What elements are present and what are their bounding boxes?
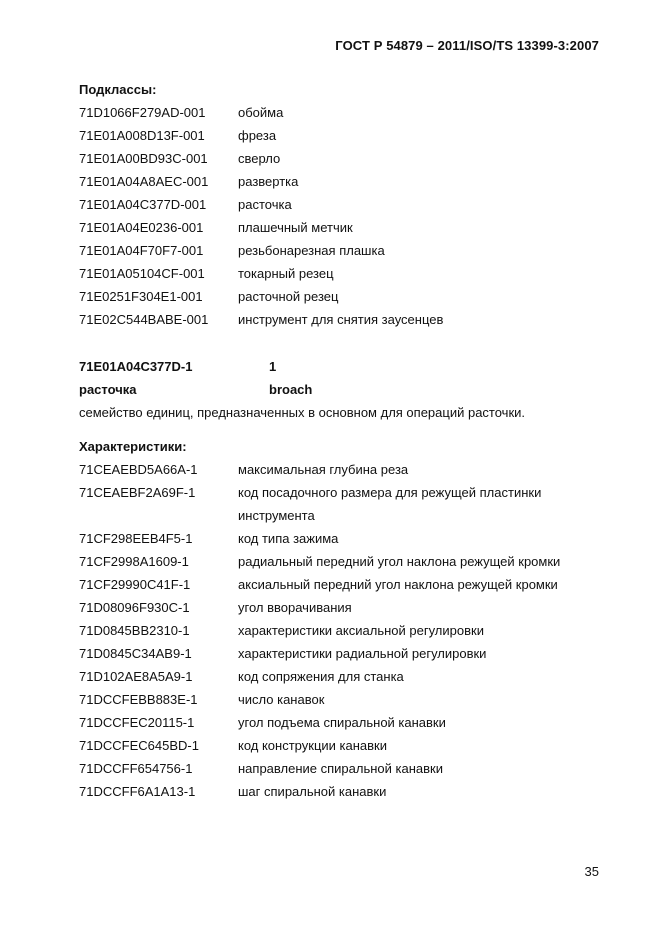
characteristic-code: 71D08096F930C-1 [79,600,190,615]
subclass-code: 71D1066F279AD-001 [79,105,206,120]
characteristic-name: радиальный передний угол наклона режущей кромки [238,554,561,569]
characteristic-code: 71CF298EEB4F5-1 [79,531,193,546]
characteristic-name: код сопряжения для станка [238,669,404,684]
subclass-name: расточка [238,197,292,212]
subclass-name: расточной резец [238,289,339,304]
entry-code-line [79,355,619,378]
section-spacer [79,331,619,355]
subclasses-title: Подклассы: [79,82,157,97]
entry-definition: семейство единиц, предназначенных в основном для операций расточки. [79,405,526,420]
subclass-code: 71E01A04E0236-001 [79,220,204,235]
subclass-name: инструмент для снятия заусенцев [238,312,444,327]
characteristic-code: 71CEAEBD5A66A-1 [79,462,198,477]
subclass-code: 71E0251F304E1-001 [79,289,203,304]
characteristic-code: 71D0845BB2310-1 [79,623,190,638]
subclass-code: 71E02C544BABE-001 [79,312,209,327]
subclass-row [79,285,619,308]
characteristic-row [79,780,619,803]
subclass-code: 71E01A04A8AEC-001 [79,174,209,189]
subclass-row [79,101,619,124]
document-header: ГОСТ Р 54879 – 2011/ISO/TS 13399-3:2007 [335,38,599,53]
characteristic-name: аксиальный передний угол наклона режущей кромки [238,577,558,592]
subclass-name: развертка [238,174,299,189]
characteristic-code: 71D102AE8A5A9-1 [79,669,193,684]
characteristic-code: 71DCCFEBB883E-1 [79,692,198,707]
subclass-code: 71E01A04C377D-001 [79,197,207,212]
subclass-code: 71E01A04F70F7-001 [79,243,204,258]
characteristic-name: код типа зажима [238,531,339,546]
characteristic-row [79,619,619,642]
characteristics-title: Характеристики: [79,439,187,454]
subclass-row [79,147,619,170]
entry-code: 71E01A04C377D-1 [79,359,193,374]
entry-name-ru: расточка [79,382,137,397]
characteristic-name: характеристики аксиальной регулировки [238,623,484,638]
characteristic-row [79,711,619,734]
characteristic-row [79,550,619,573]
subclass-row [79,193,619,216]
characteristic-name: направление спиральной канавки [238,761,443,776]
characteristic-name: угол подъема спиральной канавки [238,715,446,730]
entry-name-en: broach [269,382,313,397]
subclass-row [79,239,619,262]
subclass-code: 71E01A05104CF-001 [79,266,205,281]
characteristic-code: 71CEAEBF2A69F-1 [79,485,196,500]
subclass-name: фреза [238,128,277,143]
characteristic-name: шаг спиральной канавки [238,784,387,799]
subclass-name: резьбонарезная плашка [238,243,385,258]
characteristic-row [79,481,619,527]
characteristic-code: 71CF2998A1609-1 [79,554,189,569]
characteristic-name: максимальная глубина реза [238,462,409,477]
characteristic-row [79,757,619,780]
subclass-code: 71E01A008D13F-001 [79,128,205,143]
characteristic-row [79,688,619,711]
characteristic-code: 71DCCFF654756-1 [79,761,193,776]
subclass-code: 71E01A00BD93C-001 [79,151,208,166]
characteristic-name: код посадочного размера для режущей пластинки инструмента [238,485,542,523]
subclass-row [79,170,619,193]
characteristic-row [79,458,619,481]
subclass-name: плашечный метчик [238,220,353,235]
characteristic-row [79,642,619,665]
subclasses-list [79,101,619,331]
subclass-row [79,262,619,285]
characteristic-row [79,573,619,596]
subclass-row [79,308,619,331]
subclass-row [79,216,619,239]
characteristic-row [79,527,619,550]
characteristic-code: 71CF29990C41F-1 [79,577,191,592]
characteristic-name: характеристики радиальной регулировки [238,646,487,661]
characteristic-name: код конструкции канавки [238,738,387,753]
characteristic-row [79,734,619,757]
characteristic-name: число канавок [238,692,325,707]
characteristic-row [79,596,619,619]
entry-version: 1 [269,359,277,374]
subclass-row [79,124,619,147]
characteristic-code: 71DCCFEC20115-1 [79,715,195,730]
page-content [79,78,619,803]
characteristic-code: 71DCCFF6A1A13-1 [79,784,196,799]
subclass-name: обойма [238,105,284,120]
characteristic-name: угол вворачивания [238,600,352,615]
characteristic-row [79,665,619,688]
characteristic-code: 71DCCFEC645BD-1 [79,738,199,753]
page-number: 35 [584,864,599,879]
characteristics-list [79,458,619,803]
characteristic-code: 71D0845C34AB9-1 [79,646,192,661]
entry-name-line [79,378,619,401]
subclass-name: сверло [238,151,281,166]
subclass-name: токарный резец [238,266,334,281]
section-spacer [79,424,619,435]
